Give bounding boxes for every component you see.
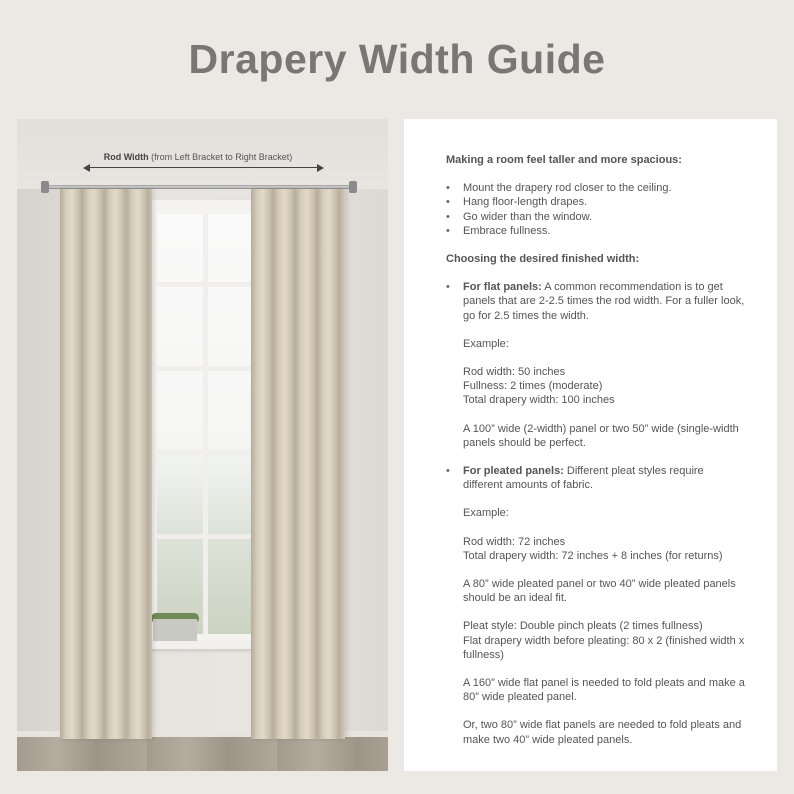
flat-panels-text: A common recommendation is to get panels that are 2-2.5 times the rod width. For a fuller look, go for 2.5 times the width. [463,281,745,322]
example-conclusion: A 80” wide pleated panel or two 40” wide pleated panels should be an ideal fit. [463,578,736,605]
guide-text [446,153,746,747]
bullet-icon: • [446,281,450,294]
page-title: Drapery Width Guide [188,36,606,82]
pleated-panels-text: Different pleat styles require different amounts of fabric. [463,465,704,492]
list-item: • Mount the drapery rod closer to the ceiling. [446,181,746,195]
pleated-panels-intro [463,464,746,492]
arrow-right-icon [317,164,324,172]
rod-width-label-bold: Rod Width [103,152,149,162]
example-conclusion: A 100” wide (2-width) panel or two 50” wide (single-width panels should be perfect. [463,422,739,449]
window-mullion [157,282,255,287]
bullet-icon: • [446,465,450,478]
list-item: • Go wider than the window. [446,210,746,224]
example-label: Example: [463,507,509,520]
section-heading: Making a room feel taller and more spacious: [446,154,682,166]
example-line: Fullness: 2 times (moderate) [463,380,603,393]
example-line: Rod width: 50 inches [463,366,566,379]
rod-finial-right [349,181,357,193]
example-label: Example: [463,337,509,350]
curtain-panel-right [251,189,345,739]
rod-width-arrow [89,167,317,168]
example-line: Total drapery width: 100 inches [463,394,615,407]
section-heading: Choosing the desired finished width: [446,253,640,266]
pleated-panels-section [446,464,746,747]
window-sill [139,641,265,649]
example-conclusion: Or, two 80” wide flat panels are needed to fold pleats and make two 40” wide pleated panels. [463,719,742,746]
tips-list [446,181,746,238]
flat-panels-label: For flat panels: [463,281,542,294]
arrow-left-icon [83,164,90,172]
window-mullion [203,214,208,634]
example-line: Total drapery width: 72 inches + 8 inches (for returns) [463,549,723,562]
flat-panels-intro [463,280,746,323]
guide-card [404,119,777,771]
example-line: Pleat style: Double pinch pleats (2 times fullness) [463,620,703,633]
example-conclusion: A 160” wide flat panel is needed to fold pleats and make a 80” wide pleated panel. [463,677,745,704]
rod-width-label-rest: (from Left Bracket to Right Bracket) [148,152,293,162]
rod-width-label [45,152,351,162]
curtain-illustration [17,119,388,771]
planter [153,619,197,641]
list-item: • Hang floor-length drapes. [446,195,746,209]
rod-finial-left [41,181,49,193]
example-line: Flat drapery width before pleating: 80 x 2 (finished width x fullness) [463,634,745,661]
window [149,197,263,648]
example-line: Rod width: 72 inches [463,535,566,548]
window-mullion [157,534,255,539]
floor [17,737,388,771]
pleated-panels-label: For pleated panels: [463,465,564,478]
curtain-panel-left [60,189,152,739]
list-item: • Embrace fullness. [446,224,746,238]
window-glass [157,214,255,634]
flat-panels-section [446,280,746,450]
window-mullion [157,366,255,371]
window-mullion [157,450,255,455]
